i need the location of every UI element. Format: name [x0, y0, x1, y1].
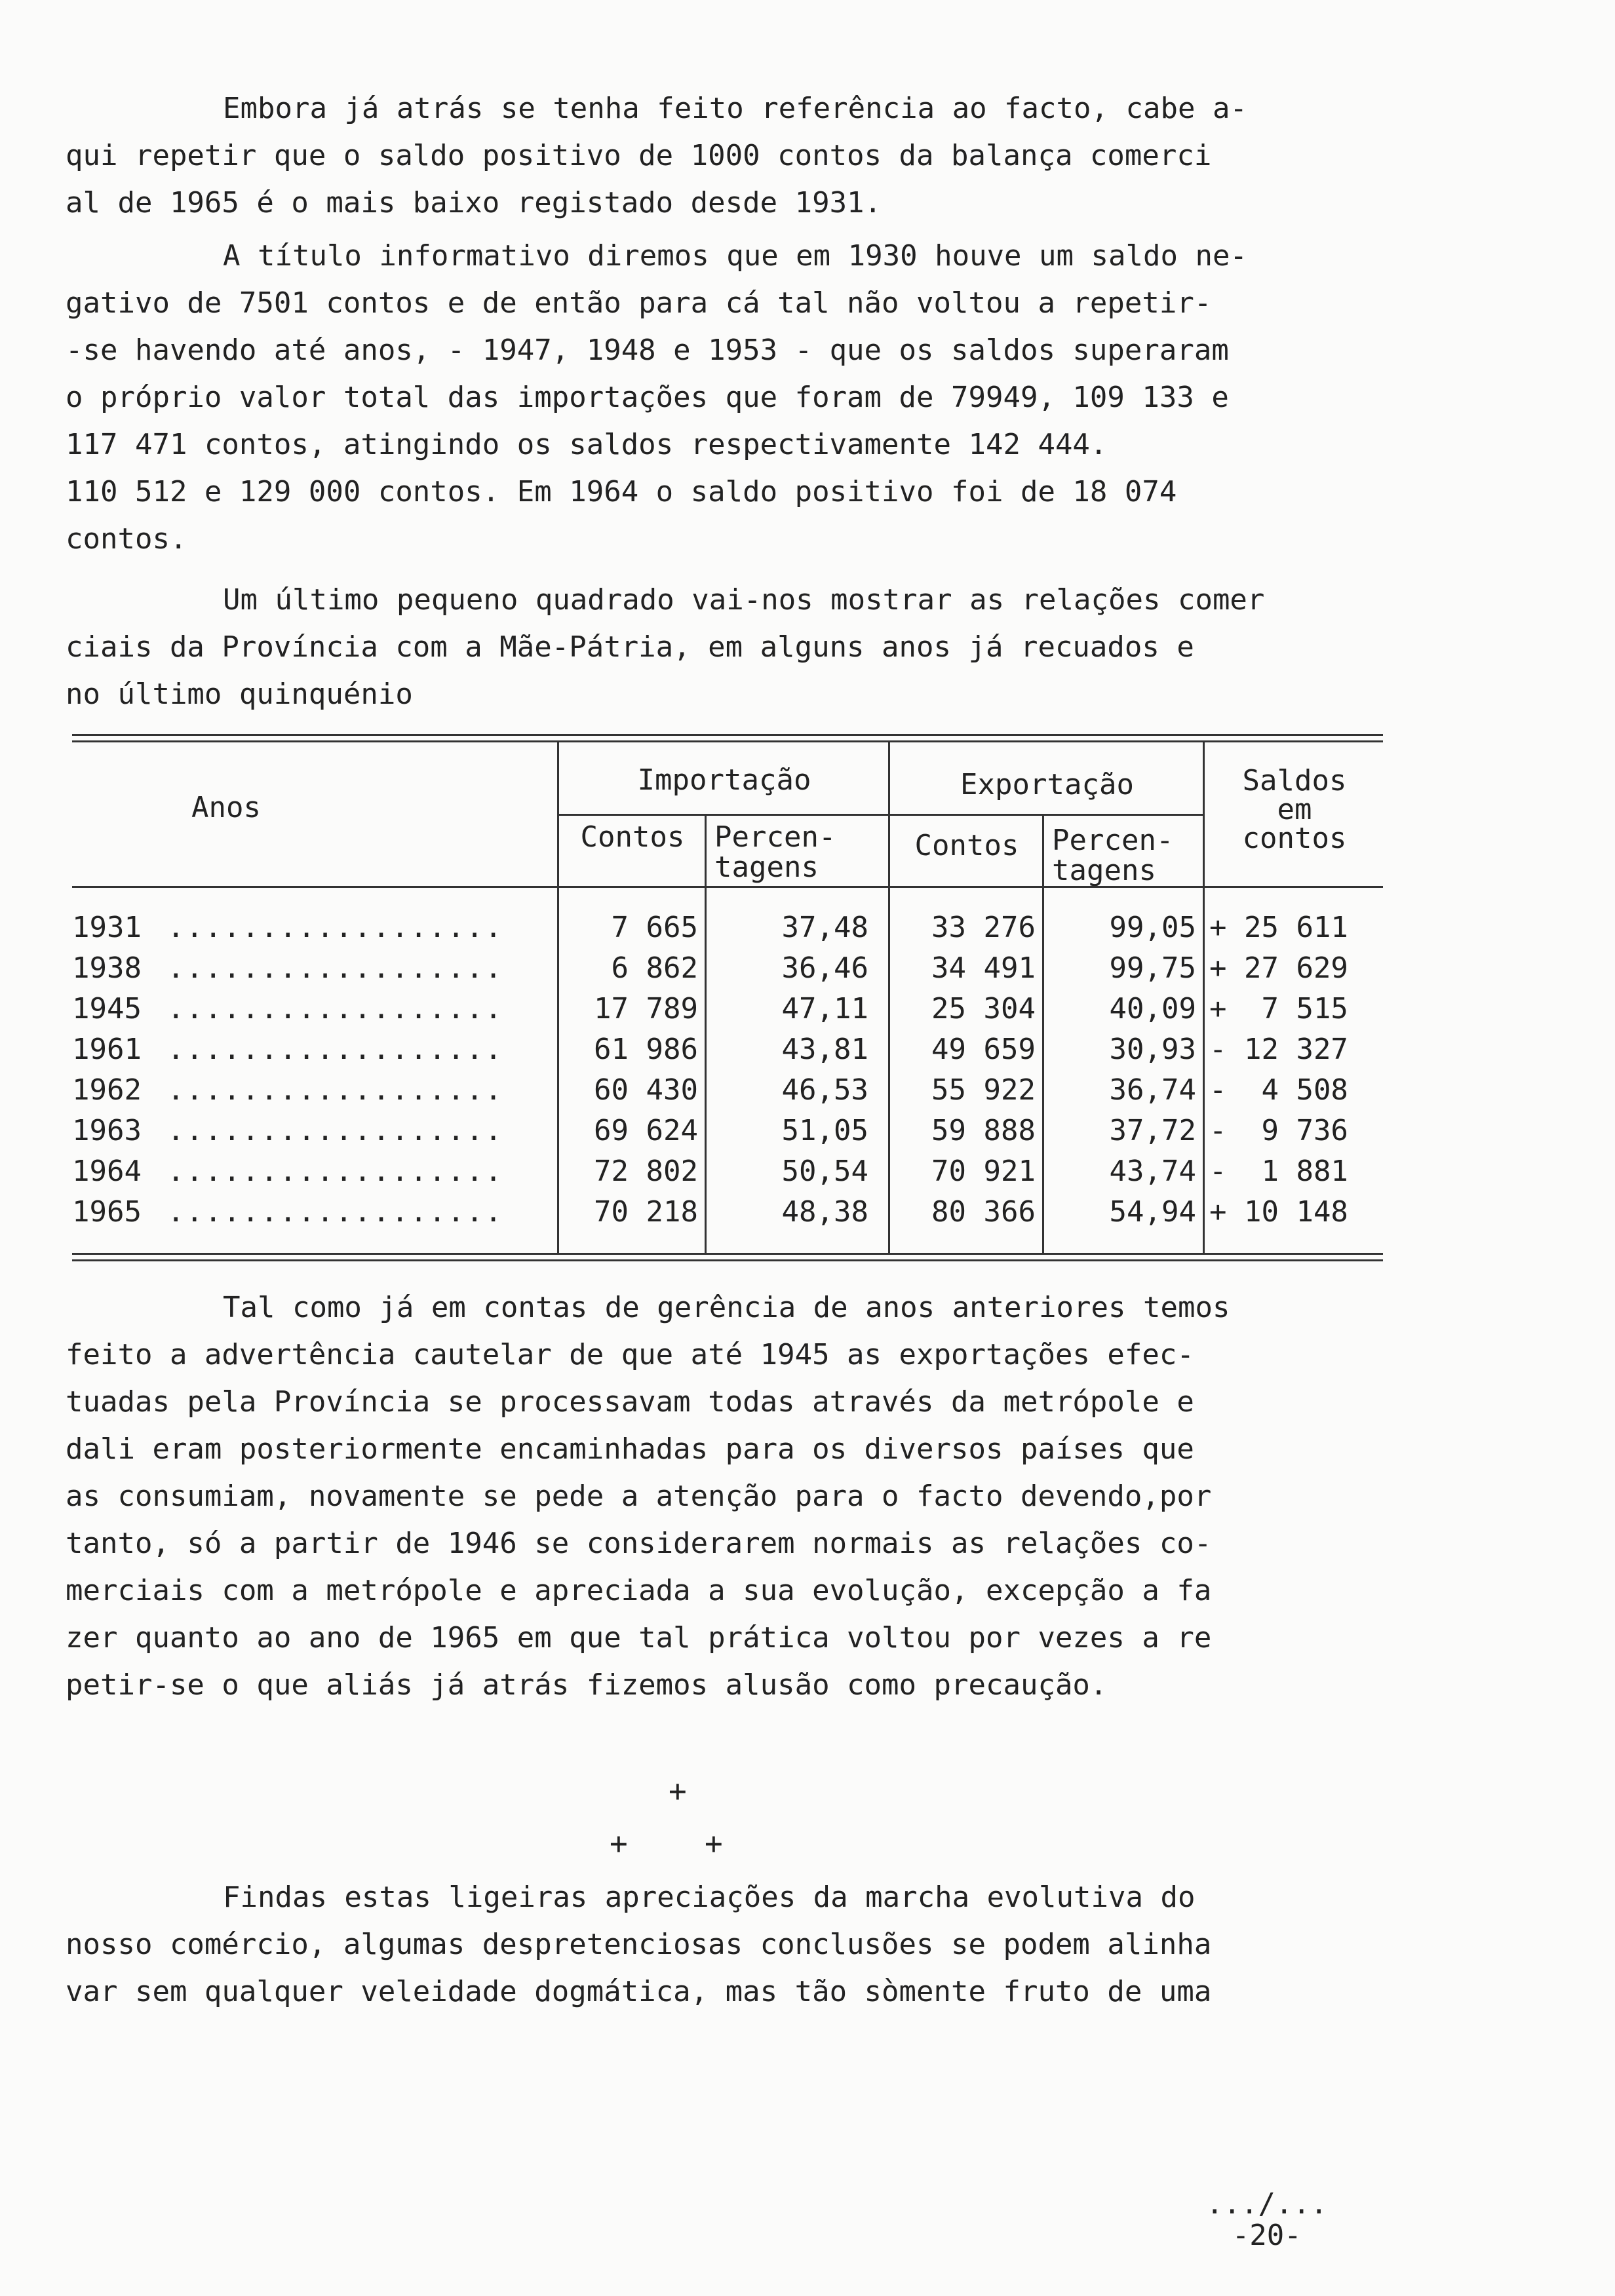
continuation-mark: .../... — [1206, 2187, 1328, 2221]
text-line: feito a advertência cautelar de que até 1945 as exportações efec- — [66, 1338, 1194, 1371]
table-subheader-rule — [557, 814, 1203, 816]
table-row — [72, 948, 1383, 989]
text-line: gativo de 7501 contos e de então para cá tal não voltou a repetir- — [66, 286, 1212, 320]
text-line: qui repetir que o saldo positivo de 1000 contos da balança comerci — [66, 139, 1212, 172]
exp-contos-cell: 80 366 — [931, 1195, 1036, 1229]
imp-pct-cell: 47,11 — [781, 992, 868, 1025]
exp-contos-cell: 70 921 — [931, 1155, 1036, 1188]
leader-dots: .................. — [167, 1073, 503, 1107]
table-row — [72, 1070, 1383, 1111]
header-imp-percentagens: Percen- tagens — [714, 820, 836, 884]
text-line: tuadas pela Província se processavam todas através da metrópole e — [66, 1385, 1194, 1419]
exp-pct-cell: 37,72 — [1109, 1114, 1196, 1147]
text-line: nosso comércio, algumas despretenciosas conclusões se podem alinha — [66, 1928, 1212, 1961]
imp-contos-cell: 61 986 — [594, 1033, 698, 1066]
year-cell: 1938 — [72, 951, 142, 985]
exp-contos-cell: 49 659 — [931, 1033, 1036, 1066]
header-exportacao: Exportação — [960, 768, 1134, 801]
leader-dots: .................. — [167, 1033, 503, 1066]
year-cell: 1965 — [72, 1195, 142, 1229]
text-line: 117 471 contos, atingindo os saldos respectivamente 142 444. — [66, 428, 1108, 461]
text-line: petir-se o que aliás já atrás fizemos alusão como precaução. — [66, 1668, 1108, 1702]
exp-pct-cell: 54,94 — [1109, 1195, 1196, 1229]
text-line: contos. — [66, 522, 187, 556]
leader-dots: .................. — [167, 1114, 503, 1147]
exp-contos-cell: 55 922 — [931, 1073, 1036, 1107]
exp-pct-cell: 99,75 — [1109, 951, 1196, 985]
imp-contos-cell: 7 665 — [611, 911, 698, 944]
leader-dots: .................. — [167, 1195, 503, 1229]
exp-pct-cell: 40,09 — [1109, 992, 1196, 1025]
imp-contos-cell: 6 862 — [611, 951, 698, 985]
text-line: ciais da Província com a Mãe-Pátria, em alguns anos já recuados e — [66, 630, 1194, 664]
exp-pct-cell: 43,74 — [1109, 1155, 1196, 1188]
table-row — [72, 1111, 1383, 1151]
saldo-cell: + 7 515 — [1209, 992, 1348, 1025]
table-row — [72, 989, 1383, 1029]
saldo-cell: + 25 611 — [1209, 911, 1348, 944]
table-row — [72, 1151, 1383, 1192]
exp-contos-cell: 59 888 — [931, 1114, 1036, 1147]
table-row — [72, 1029, 1383, 1070]
header-imp-contos: Contos — [580, 820, 685, 854]
leader-dots: .................. — [167, 951, 503, 985]
saldo-cell: - 1 881 — [1209, 1155, 1348, 1188]
year-cell: 1964 — [72, 1155, 142, 1188]
paragraph-1 — [66, 85, 1390, 227]
year-cell: 1945 — [72, 992, 142, 1025]
text-line: Tal como já em contas de gerência de anos anteriores temos — [223, 1291, 1230, 1324]
trade-table — [72, 734, 1383, 1271]
page-number: -20- — [1232, 2219, 1302, 2252]
year-cell: 1962 — [72, 1073, 142, 1107]
exp-contos-cell: 25 304 — [931, 992, 1036, 1025]
text-line: 110 512 e 129 000 contos. Em 1964 o saldo positivo foi de 18 074 — [66, 475, 1177, 508]
paragraph-2 — [66, 233, 1390, 563]
imp-pct-cell: 36,46 — [781, 951, 868, 985]
imp-pct-cell: 43,81 — [781, 1033, 868, 1066]
text-line: dali eram posteriormente encaminhadas para os diversos países que — [66, 1432, 1194, 1466]
text-line: Findas estas ligeiras apreciações da marcha evolutiva do — [223, 1881, 1196, 1914]
text-line: al de 1965 é o mais baixo registado desde 1931. — [66, 186, 882, 220]
separator-cross: + — [705, 1826, 723, 1861]
leader-dots: .................. — [167, 1155, 503, 1188]
text-line: no último quinquénio — [66, 678, 413, 711]
exp-contos-cell: 33 276 — [931, 911, 1036, 944]
imp-contos-cell: 60 430 — [594, 1073, 698, 1107]
table-top-rule — [72, 734, 1383, 736]
leader-dots: .................. — [167, 911, 503, 944]
table-row — [72, 1192, 1383, 1233]
header-importacao: Importação — [637, 763, 811, 797]
imp-pct-cell: 51,05 — [781, 1114, 868, 1147]
table-bottom-rule — [72, 1253, 1383, 1255]
separator-cross: + — [669, 1773, 687, 1808]
text-line: zer quanto ao ano de 1965 em que tal prática voltou por vezes a re — [66, 1621, 1212, 1655]
exp-contos-cell: 34 491 — [931, 951, 1036, 985]
saldo-cell: - 4 508 — [1209, 1073, 1348, 1107]
leader-dots: .................. — [167, 992, 503, 1025]
exp-pct-cell: 36,74 — [1109, 1073, 1196, 1107]
saldo-cell: + 27 629 — [1209, 951, 1348, 985]
saldo-cell: + 10 148 — [1209, 1195, 1348, 1229]
imp-contos-cell: 17 789 — [594, 992, 698, 1025]
paragraph-3 — [66, 577, 1390, 718]
paragraph-4 — [66, 1284, 1390, 1709]
table-row — [72, 908, 1383, 948]
saldo-cell: - 12 327 — [1209, 1033, 1348, 1066]
imp-pct-cell: 46,53 — [781, 1073, 868, 1107]
separator-cross: + — [610, 1826, 628, 1861]
header-saldos: Saldos em contos — [1242, 764, 1347, 855]
header-anos: Anos — [191, 791, 261, 824]
text-line: -se havendo até anos, - 1947, 1948 e 1953 - que os saldos superaram — [66, 334, 1229, 367]
imp-contos-cell: 69 624 — [594, 1114, 698, 1147]
imp-pct-cell: 50,54 — [781, 1155, 868, 1188]
text-line: o próprio valor total das importações que foram de 79949, 109 133 e — [66, 381, 1229, 414]
text-line: A título informativo diremos que em 1930 houve um saldo ne- — [223, 239, 1247, 273]
year-cell: 1963 — [72, 1114, 142, 1147]
text-line: merciais com a metrópole e apreciada a sua evolução, excepção a fa — [66, 1574, 1212, 1607]
text-line: tanto, só a partir de 1946 se considerarem normais as relações co- — [66, 1527, 1212, 1560]
exp-pct-cell: 99,05 — [1109, 911, 1196, 944]
header-exp-percentagens: Percen- tagens — [1052, 824, 1174, 887]
year-cell: 1961 — [72, 1033, 142, 1066]
header-exp-contos: Contos — [914, 829, 1019, 862]
imp-pct-cell: 48,38 — [781, 1195, 868, 1229]
imp-contos-cell: 70 218 — [594, 1195, 698, 1229]
text-line: as consumiam, novamente se pede a atenção para o facto devendo,por — [66, 1480, 1212, 1513]
saldo-cell: - 9 736 — [1209, 1114, 1348, 1147]
year-cell: 1931 — [72, 911, 142, 944]
paragraph-5 — [66, 1874, 1390, 2016]
text-line: Um último pequeno quadrado vai-nos mostrar as relações comer — [223, 583, 1265, 617]
imp-pct-cell: 37,48 — [781, 911, 868, 944]
text-line: Embora já atrás se tenha feito referência ao facto, cabe a- — [223, 92, 1247, 125]
table-header-rule — [72, 886, 1383, 888]
page-footer — [1206, 2189, 1327, 2251]
text-line: var sem qualquer veleidade dogmática, mas tão sòmente fruto de uma — [66, 1975, 1212, 2008]
exp-pct-cell: 30,93 — [1109, 1033, 1196, 1066]
imp-contos-cell: 72 802 — [594, 1155, 698, 1188]
